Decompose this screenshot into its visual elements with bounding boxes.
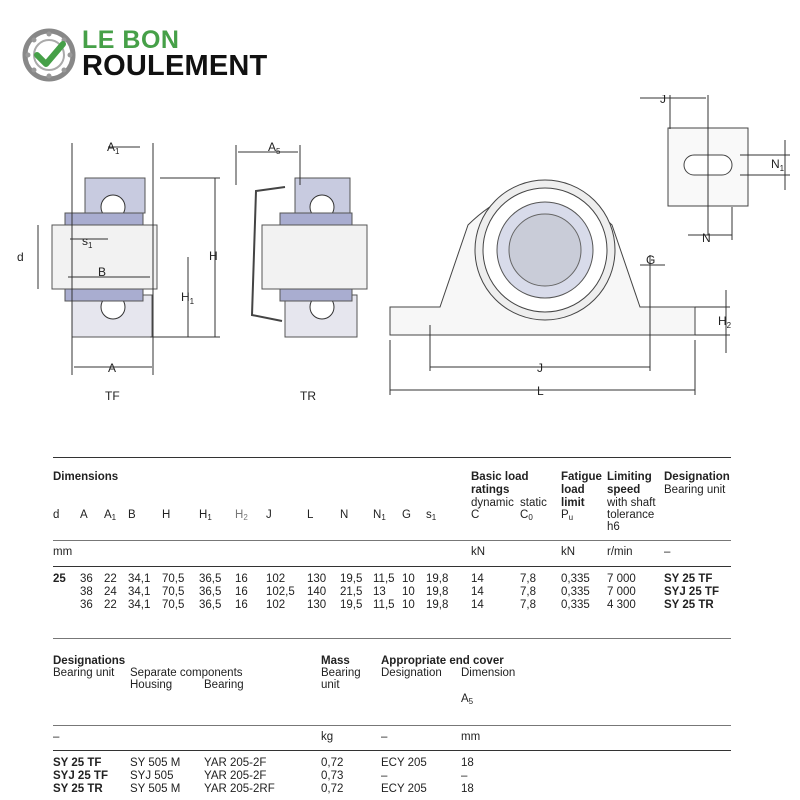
unit-kn-1: kN [471, 546, 486, 558]
dim-cell: 16 [235, 586, 248, 598]
dim-cell: 130 [307, 573, 327, 585]
unit2-mm: mm [461, 731, 481, 743]
dim-cell: 10 [402, 573, 415, 585]
dim-cell: 36,5 [199, 599, 222, 611]
col-pu: $P_u$ [561, 509, 574, 522]
dim-label-h: H [209, 249, 218, 263]
dim-cell: 21,5 [340, 586, 363, 598]
col-bearing: Bearing [204, 679, 244, 691]
unit2-dash-2: – [381, 731, 388, 743]
mass-cell: 0,72 [321, 783, 344, 795]
tr-view [236, 145, 367, 337]
dim-label-h1: $H_1$ [181, 290, 195, 306]
group-basic-load-2: ratings [471, 484, 510, 496]
value-cell: 0,335 [561, 599, 590, 611]
value-cell: 4 300 [607, 599, 636, 611]
mass-sub-1: Bearing [321, 667, 361, 679]
brand-line1: LE BON [82, 26, 180, 54]
load-static: static [520, 497, 547, 509]
dim-label-g: G [646, 253, 656, 267]
slot-detail-view [640, 95, 790, 240]
dim-cell: 18 [461, 783, 474, 795]
dim-cell: 11,5 [373, 599, 395, 611]
col-c0: $C_0$ [520, 509, 533, 522]
cover-cell: ECY 205 [381, 783, 427, 795]
dim-label-a5: $A_5$ [268, 140, 281, 156]
col-separate: Separate components [130, 667, 243, 679]
dim-cell: 13 [373, 586, 386, 598]
dim-cell: 10 [402, 599, 415, 611]
dim-cell: 16 [235, 599, 248, 611]
technical-drawing [0, 95, 800, 415]
housing-cell: SY 505 M [130, 783, 181, 795]
dim-cell: 36 [80, 599, 93, 611]
dim-cell: 36 [80, 573, 93, 585]
dim-cell: 19,8 [426, 573, 449, 585]
dim-cell: 102 [266, 573, 286, 585]
col-header: L [307, 509, 314, 521]
value-cell: 7,8 [520, 586, 536, 598]
value-cell: 0,335 [561, 586, 590, 598]
col-header: $s_1$ [426, 509, 437, 522]
limiting-sub-2: tolerance [607, 509, 655, 521]
load-dynamic: dynamic [471, 497, 514, 509]
col-header: B [128, 509, 136, 521]
group-fatigue-1: Fatigue [561, 471, 602, 483]
group-fatigue-3: limit [561, 497, 585, 509]
unit-cell: SY 25 TF [53, 757, 102, 769]
dim-label-j-top: J [660, 95, 666, 106]
dim-label-d: d [17, 250, 24, 264]
dim-cell: 38 [80, 586, 93, 598]
dim-cell: 11,5 [373, 573, 395, 585]
dim-cell: 24 [104, 586, 117, 598]
dim-label-n: N [702, 231, 711, 245]
group-end-cover: Appropriate end cover [381, 655, 504, 667]
d-value: 25 [53, 573, 66, 585]
dim-cell: 130 [307, 599, 327, 611]
view-label-tr: TR [300, 389, 316, 403]
dim-label-h2: $H_2$ [718, 314, 732, 330]
dim-label-n1: $N_1$ [771, 157, 785, 173]
value-cell: 14 [471, 586, 484, 598]
dim-label-j: J [537, 361, 543, 375]
dim-label-b: B [98, 265, 107, 279]
dim-cell: 19,8 [426, 599, 449, 611]
col-header: $H_2$ [235, 509, 248, 522]
housing-cell: SYJ 505 [130, 770, 174, 782]
dim-cell: 102,5 [266, 586, 295, 598]
dim-cell: 19,8 [426, 586, 449, 598]
dim-cell: 19,5 [340, 599, 363, 611]
unit2-kg: kg [321, 731, 334, 743]
bearing-cell: YAR 205-2F [204, 757, 267, 769]
col-header: A [80, 509, 88, 521]
dim-label-l: L [537, 384, 544, 398]
group-designations: Designations [53, 655, 126, 667]
group-fatigue-2: load [561, 484, 585, 496]
dim-cell: 10 [402, 586, 415, 598]
col-a5: $A_5$ [461, 693, 474, 706]
view-label-tf: TF [105, 389, 120, 403]
group-mass: Mass [321, 655, 350, 667]
mass-sub-2: unit [321, 679, 340, 691]
group-limiting-2: speed [607, 484, 641, 496]
group-designation: Designation [664, 471, 730, 483]
value-cell: 7 000 [607, 586, 636, 598]
col-cover-designation: Designation [381, 667, 442, 679]
brand-line2: ROULEMENT [82, 50, 268, 82]
housing-cell: SY 505 M [130, 757, 181, 769]
col-header: $N_1$ [373, 509, 386, 522]
dim-cell: 36,5 [199, 586, 222, 598]
group-basic-load-1: Basic load [471, 471, 529, 483]
designation-sub: Bearing unit [664, 484, 726, 496]
unit-rpm: r/min [607, 546, 633, 558]
unit-mm: mm [53, 546, 73, 558]
limiting-sub-3: h6 [607, 521, 620, 533]
dim-label-a1: $A_1$ [107, 140, 120, 156]
dim-cell: 22 [104, 599, 117, 611]
dim-cell: 36,5 [199, 573, 222, 585]
mass-cell: 0,72 [321, 757, 344, 769]
dim-label-s1: $s_1$ [82, 234, 93, 250]
group-dimensions: Dimensions [53, 471, 119, 483]
dim-cell: 18 [461, 757, 474, 769]
col-header: H [162, 509, 171, 521]
mass-cell: 0,73 [321, 770, 344, 782]
unit-cell: SY 25 TR [53, 783, 103, 795]
dim-cell: 70,5 [162, 573, 185, 585]
col-bearing-unit: Bearing unit [53, 667, 115, 679]
col-dimension: Dimension [461, 667, 516, 679]
cover-cell: – [381, 770, 388, 782]
value-cell: 7,8 [520, 599, 536, 611]
col-c: C [471, 509, 480, 521]
value-cell: 7,8 [520, 573, 536, 585]
unit2-dash-1: – [53, 731, 60, 743]
dim-cell: 34,1 [128, 586, 151, 598]
unit-dash: – [664, 546, 671, 558]
group-limiting-1: Limiting [607, 471, 652, 483]
dim-cell: 22 [104, 573, 117, 585]
col-housing: Housing [130, 679, 173, 691]
designation-cell: SYJ 25 TF [664, 586, 719, 598]
col-header: J [266, 509, 272, 521]
dim-cell: 16 [235, 573, 248, 585]
unit-kn-2: kN [561, 546, 576, 558]
col-header: $A_1$ [104, 509, 117, 522]
value-cell: 14 [471, 599, 484, 611]
unit-cell: SYJ 25 TF [53, 770, 108, 782]
designation-cell: SY 25 TR [664, 599, 714, 611]
value-cell: 14 [471, 573, 484, 585]
value-cell: 7 000 [607, 573, 636, 585]
tf-view [38, 143, 220, 375]
dim-cell: 19,5 [340, 573, 363, 585]
dim-cell: 70,5 [162, 586, 185, 598]
bearing-logo-icon [22, 28, 76, 82]
designation-cell: SY 25 TF [664, 573, 713, 585]
limiting-sub-1: with shaft [607, 497, 656, 509]
cover-cell: ECY 205 [381, 757, 427, 769]
dim-cell: 34,1 [128, 573, 151, 585]
value-cell: 0,335 [561, 573, 590, 585]
col-header: $H_1$ [199, 509, 212, 522]
brand-logo [22, 26, 302, 86]
bearing-cell: YAR 205-2F [204, 770, 267, 782]
dim-cell: 102 [266, 599, 286, 611]
dim-cell: 34,1 [128, 599, 151, 611]
front-view [390, 180, 730, 395]
dim-label-a: A [108, 361, 117, 375]
col-header: G [402, 509, 411, 521]
col-header: N [340, 509, 349, 521]
col-header: d [53, 509, 60, 521]
bearing-cell: YAR 205-2RF [204, 783, 275, 795]
dim-cell: – [461, 770, 468, 782]
dim-cell: 70,5 [162, 599, 185, 611]
dim-cell: 140 [307, 586, 327, 598]
